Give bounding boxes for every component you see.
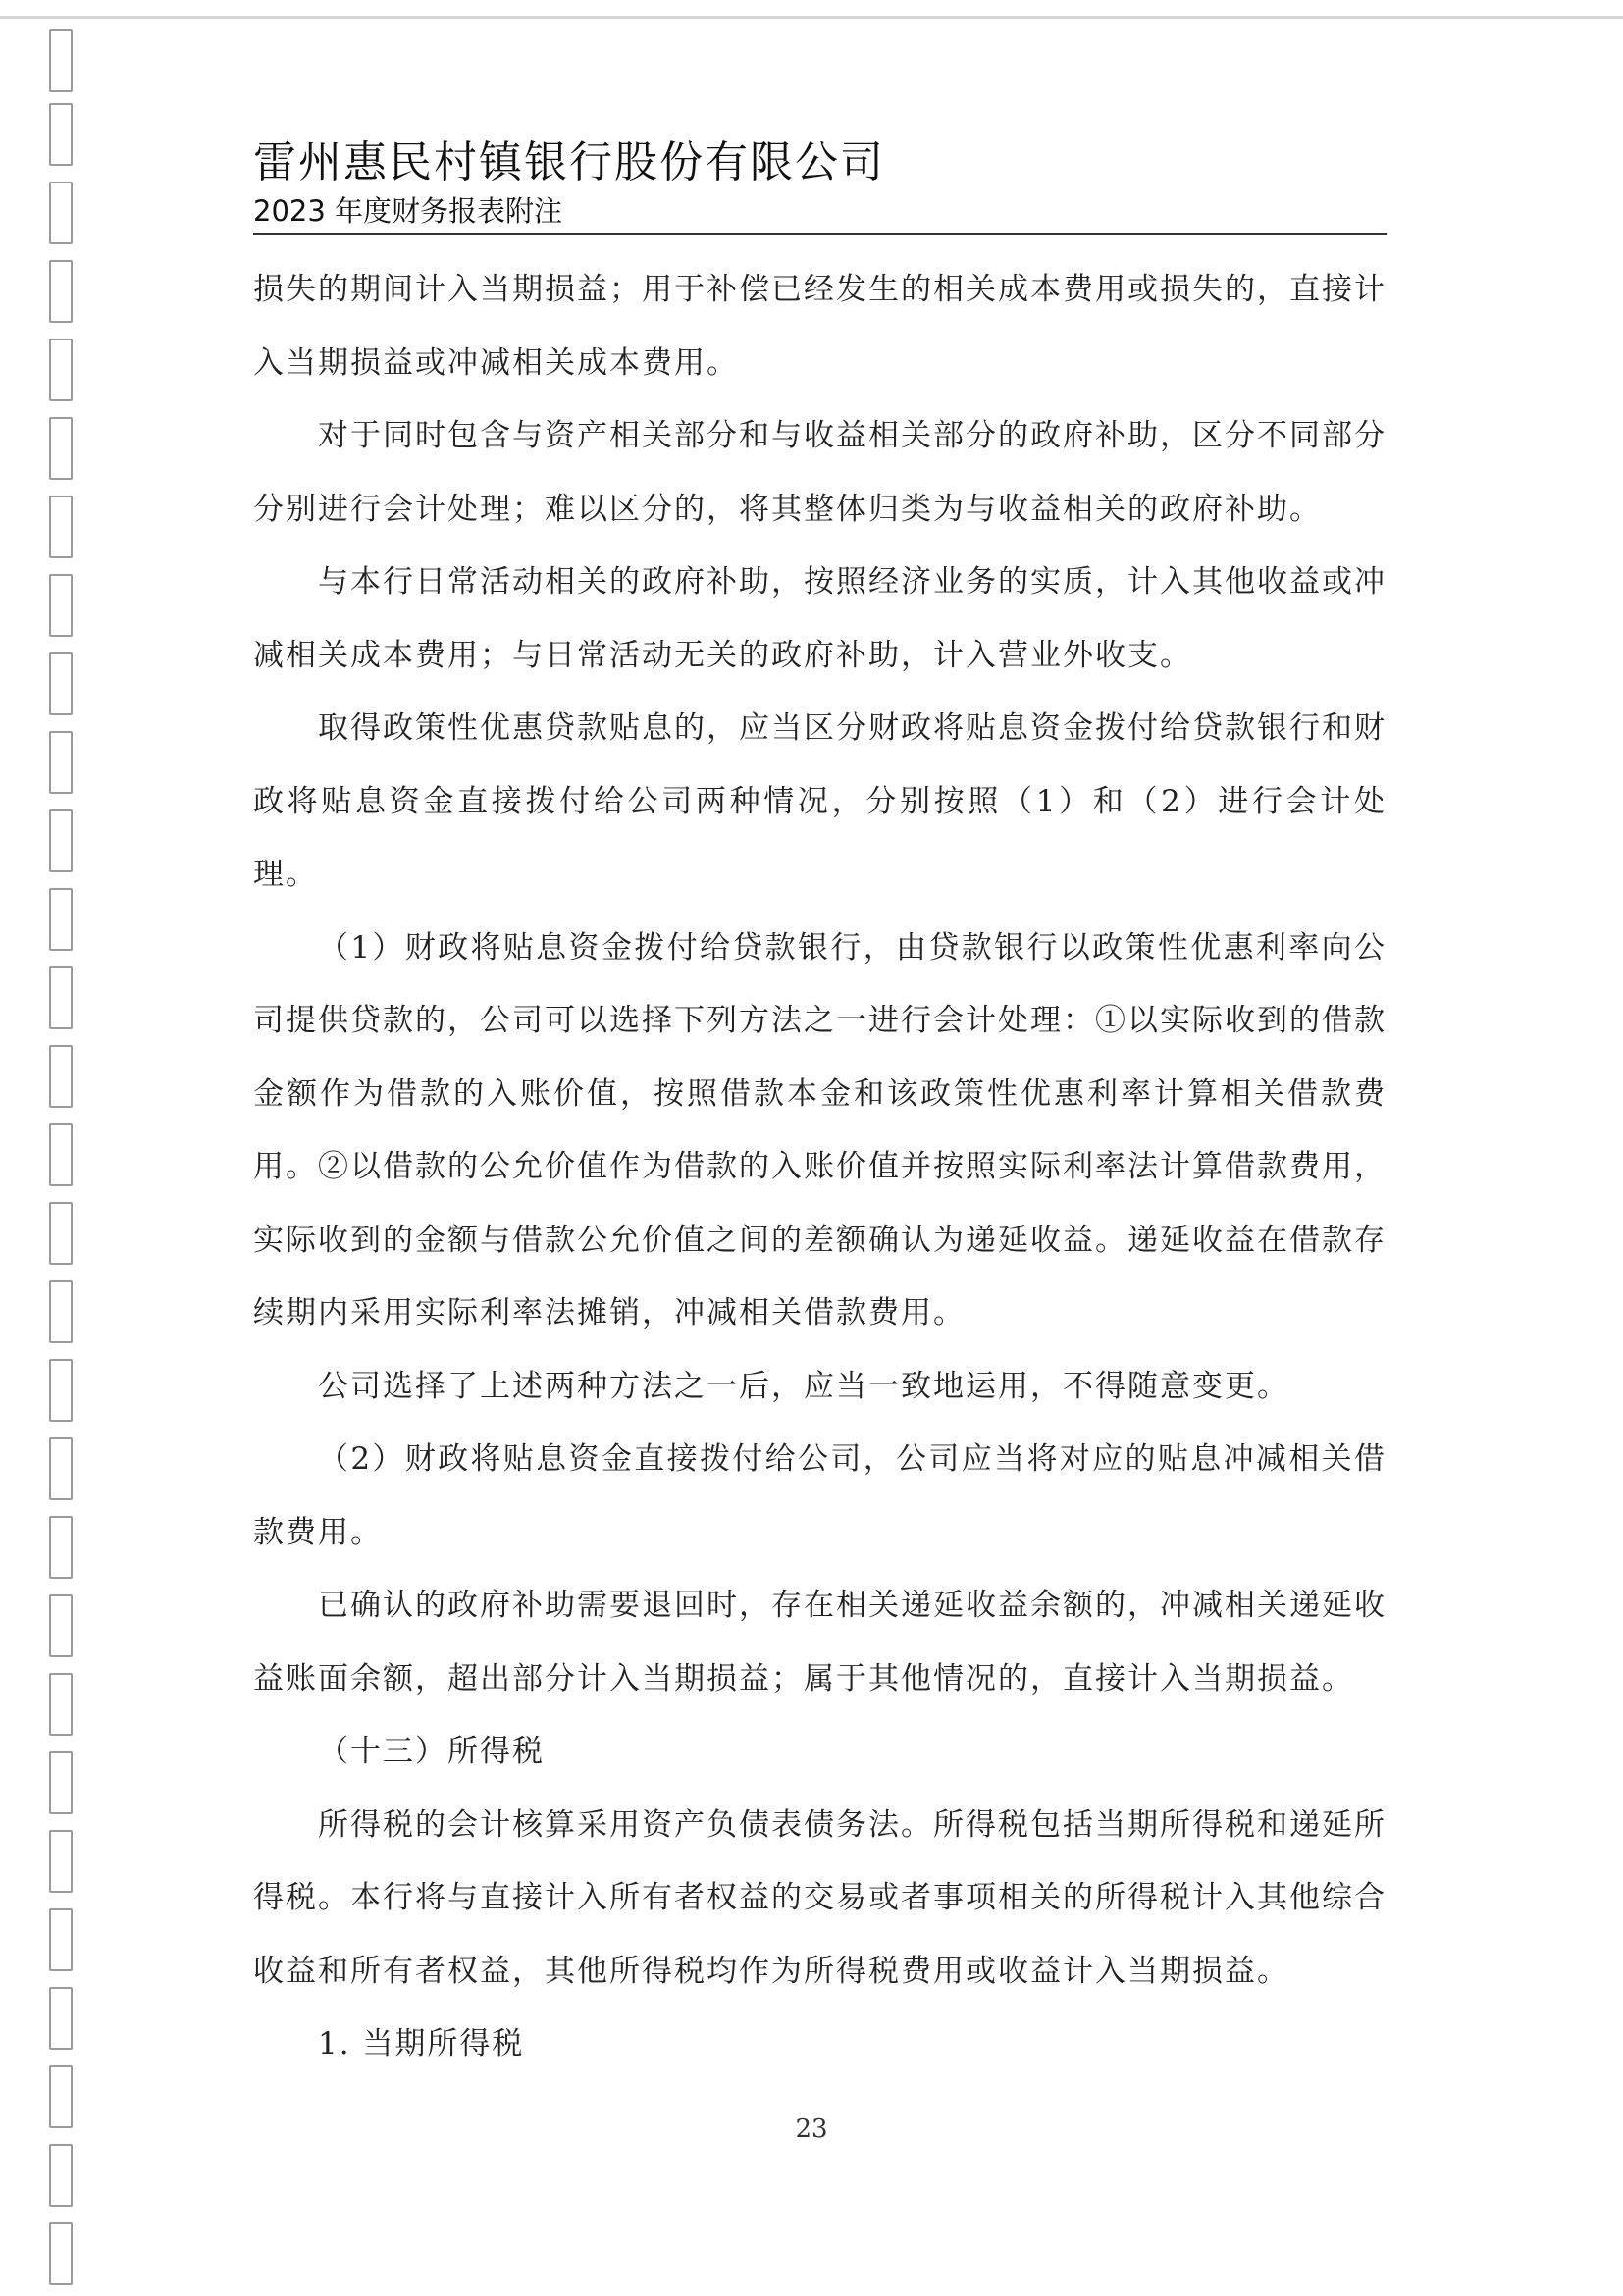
paragraph: （2）财政将贴息资金直接拨付给公司，公司应当将对应的贴息冲减相关借款费用。 (253, 1441, 1387, 1550)
binding-hole (49, 1673, 73, 1736)
paragraph: （1）财政将贴息资金拨付给贷款银行，由贷款银行以政策性优惠利率向公司提供贷款的，公司可以选择下列方法之一进行会计处理：①以实际收到的借款金额作为借款的入账价值，按照借款本金和该政策性优惠利率计算相关借款费用。②以借款的公允价值作为借款的入账价值并按照实际利率法计算借款费用，实际收到的金额与借款公允价值之间的差额确认为递延收益。递延收益在借款存续期内采用实际利率法摊销，冲减相关借款费用。 (253, 929, 1387, 1331)
binding-hole (49, 1045, 73, 1108)
binding-hole (49, 2144, 73, 2207)
binding-hole (49, 966, 73, 1029)
paragraph: 损失的期间计入当期损益；用于补偿已经发生的相关成本费用或损失的，直接计入当期损益或冲减相关成本费用。 (253, 272, 1387, 381)
binding-hole (49, 2222, 73, 2285)
binding-holes (47, 0, 86, 2296)
paragraph: 与本行日常活动相关的政府补助，按照经济业务的实质，计入其他收益或冲减相关成本费用；与日常活动无关的政府补助，计入营业外收支。 (253, 564, 1387, 673)
binding-hole (49, 1437, 73, 1500)
document-body (253, 253, 1387, 2081)
subheading: 1. 当期所得税 (318, 2026, 525, 2061)
binding-hole (49, 1516, 73, 1579)
report-subtitle: 2023 年度财务报表附注 (253, 194, 563, 228)
binding-hole (49, 1280, 73, 1343)
binding-hole (49, 809, 73, 872)
binding-hole (49, 260, 73, 323)
binding-hole (49, 574, 73, 637)
binding-hole (49, 29, 73, 92)
binding-hole (49, 417, 73, 480)
binding-hole (49, 652, 73, 715)
binding-hole (49, 1751, 73, 1814)
binding-hole (49, 1987, 73, 2050)
section-heading: （十三）所得税 (318, 1734, 545, 1769)
binding-hole (49, 1594, 73, 1657)
binding-hole (49, 888, 73, 951)
paragraph: 对于同时包含与资产相关部分和与收益相关部分的政府补助，区分不同部分分别进行会计处理；难以区分的，将其整体归类为与收益相关的政府补助。 (253, 418, 1387, 527)
paragraph: 取得政策性优惠贷款贴息的，应当区分财政将贴息资金拨付给贷款银行和财政将贴息资金直接拨付给公司两种情况，分别按照（1）和（2）进行会计处理。 (253, 710, 1387, 892)
company-name: 雷州惠民村镇银行股份有限公司 (253, 137, 885, 187)
binding-hole (49, 103, 73, 166)
binding-hole (49, 1123, 73, 1186)
header-rule (253, 233, 1387, 235)
binding-hole (49, 1908, 73, 1971)
paragraph: 已确认的政府补助需要退回时，存在相关递延收益余额的，冲减相关递延收益账面余额，超出部分计入当期损益；属于其他情况的，直接计入当期损益。 (253, 1588, 1387, 1696)
binding-hole (49, 1830, 73, 1893)
binding-hole (49, 496, 73, 558)
binding-hole (49, 339, 73, 401)
page-header (253, 135, 1387, 230)
paragraph: 公司选择了上述两种方法之一后，应当一致地运用，不得随意变更。 (318, 1368, 1289, 1404)
paragraph: 所得税的会计核算采用资产负债表债务法。所得税包括当期所得税和递延所得税。本行将与直接计入所有者权益的交易或者事项相关的所得税计入其他综合收益和所有者权益，其他所得税均作为所得税费用或收益计入当期损益。 (253, 1806, 1387, 1989)
page-number: 23 (795, 2114, 828, 2144)
scan-top-edge (0, 16, 1623, 19)
binding-hole (49, 1202, 73, 1265)
binding-hole (49, 182, 73, 244)
binding-hole (49, 1359, 73, 1422)
binding-hole (49, 731, 73, 794)
